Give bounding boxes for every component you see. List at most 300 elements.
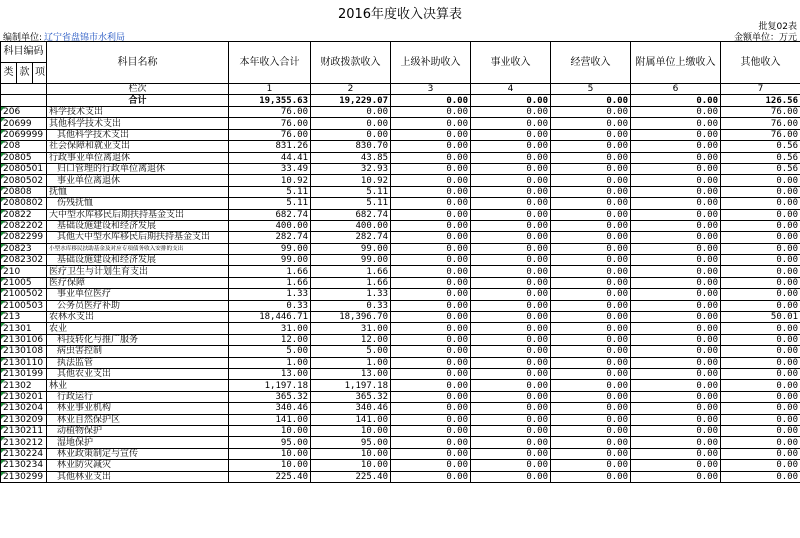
row-value: 0.00 (631, 232, 721, 243)
row-name: 公务员医疗补助 (47, 300, 229, 311)
row-value: 1.00 (229, 357, 311, 368)
row-value: 0.00 (631, 437, 721, 448)
row-name: 基础设施建设和经济发展 (47, 255, 229, 266)
row-name: 林业 (47, 380, 229, 391)
header-code-class: 类 (1, 63, 17, 84)
row-value: 0.00 (391, 129, 471, 140)
row-value: 32.93 (311, 163, 391, 174)
row-value: 0.00 (631, 277, 721, 288)
total-value: 19,355.63 (229, 95, 311, 107)
row-value: 0.00 (471, 243, 551, 254)
row-value: 0.00 (551, 255, 631, 266)
row-value: 0.00 (391, 163, 471, 174)
row-value: 0.00 (721, 391, 800, 402)
row-value: 0.00 (471, 141, 551, 152)
row-value: 44.41 (229, 152, 311, 163)
row-value: 10.00 (311, 425, 391, 436)
row-value: 0.00 (551, 346, 631, 357)
row-value: 33.49 (229, 163, 311, 174)
table-row (1, 220, 800, 231)
row-value: 0.56 (721, 141, 800, 152)
row-value: 0.00 (631, 460, 721, 471)
row-value: 0.00 (471, 209, 551, 220)
row-code: 2100502 (1, 289, 47, 300)
table-row (1, 471, 800, 482)
row-value: 5.00 (229, 346, 311, 357)
row-value: 0.00 (471, 312, 551, 323)
row-value: 0.00 (391, 403, 471, 414)
row-value: 0.00 (551, 107, 631, 118)
row-code: 2130199 (1, 368, 47, 379)
row-value: 831.26 (229, 141, 311, 152)
row-code: 2130234 (1, 460, 47, 471)
row-value: 0.00 (391, 220, 471, 231)
row-value: 0.00 (721, 437, 800, 448)
row-value: 1.33 (311, 289, 391, 300)
report-title: 2016年度收入决算表 (337, 7, 463, 22)
row-value: 12.00 (229, 334, 311, 345)
row-value: 0.00 (551, 357, 631, 368)
row-value: 0.00 (391, 357, 471, 368)
row-name: 行政事业单位离退休 (47, 152, 229, 163)
row-value: 0.00 (471, 368, 551, 379)
row-code: 2130224 (1, 448, 47, 459)
row-code: 206 (1, 107, 47, 118)
row-value: 0.00 (551, 152, 631, 163)
row-value: 0.00 (631, 141, 721, 152)
row-name: 林业事业机构 (47, 403, 229, 414)
row-value: 682.74 (229, 209, 311, 220)
row-name: 其他科学技术支出 (47, 129, 229, 140)
form-code: 批复02表 (758, 22, 797, 32)
row-code: 2130212 (1, 437, 47, 448)
row-name: 林业防灾减灾 (47, 460, 229, 471)
row-value: 0.00 (471, 289, 551, 300)
header-col-4: 事业收入 (471, 42, 551, 84)
total-value: 0.00 (551, 95, 631, 107)
column-number: 5 (551, 84, 631, 95)
row-value: 0.00 (721, 414, 800, 425)
row-value: 0.00 (391, 198, 471, 209)
row-value: 1.33 (229, 289, 311, 300)
table-row (1, 334, 800, 345)
row-value: 0.00 (551, 186, 631, 197)
row-code: 210 (1, 266, 47, 277)
row-value: 0.00 (721, 323, 800, 334)
row-value: 0.00 (631, 220, 721, 231)
row-value: 0.00 (551, 391, 631, 402)
table-row (1, 175, 800, 186)
column-number: 6 (631, 84, 721, 95)
table-row (1, 300, 800, 311)
row-value: 18,396.70 (311, 312, 391, 323)
row-value: 400.00 (229, 220, 311, 231)
row-value: 31.00 (311, 323, 391, 334)
column-number: 3 (391, 84, 471, 95)
table-row (1, 460, 800, 471)
row-code: 2130299 (1, 471, 47, 482)
money-unit: 金额单位：万元 (733, 33, 797, 43)
table-row (1, 129, 800, 140)
table-row (1, 403, 800, 414)
row-code: 2080502 (1, 175, 47, 186)
row-value: 1.00 (311, 357, 391, 368)
header-code-group: 科目编码 (1, 42, 47, 63)
row-value: 0.00 (551, 232, 631, 243)
row-value: 0.00 (471, 334, 551, 345)
row-code: 208 (1, 141, 47, 152)
row-value: 12.00 (311, 334, 391, 345)
row-value: 0.00 (551, 300, 631, 311)
row-value: 0.00 (721, 334, 800, 345)
row-value: 50.01 (721, 312, 800, 323)
row-code: 2130211 (1, 425, 47, 436)
row-value: 0.00 (721, 232, 800, 243)
row-code: 20823 (1, 243, 47, 254)
table-row (1, 277, 800, 288)
column-number: 7 (721, 84, 800, 95)
row-value: 0.00 (721, 368, 800, 379)
revenue-table (0, 41, 800, 483)
table-row (1, 163, 800, 174)
row-value: 0.00 (551, 368, 631, 379)
row-name: 科学技术支出 (47, 107, 229, 118)
row-value: 0.00 (551, 448, 631, 459)
row-value: 5.11 (311, 186, 391, 197)
row-value: 0.00 (631, 380, 721, 391)
row-code: 21005 (1, 277, 47, 288)
row-value: 0.00 (471, 175, 551, 186)
header-name: 科目名称 (47, 42, 229, 84)
total-row (1, 95, 800, 107)
row-value: 0.00 (631, 255, 721, 266)
row-value: 0.00 (721, 471, 800, 482)
row-value: 830.70 (311, 141, 391, 152)
row-value: 400.00 (311, 220, 391, 231)
row-value: 76.00 (229, 118, 311, 129)
row-value: 0.00 (471, 346, 551, 357)
row-name: 病虫害控制 (47, 346, 229, 357)
row-value: 0.00 (551, 403, 631, 414)
row-name: 林业政策制定与宣传 (47, 448, 229, 459)
row-value: 0.00 (471, 391, 551, 402)
compiling-unit-label: 编制单位: (3, 33, 43, 43)
row-value: 0.00 (471, 129, 551, 140)
row-value: 0.00 (311, 118, 391, 129)
row-value: 0.00 (391, 255, 471, 266)
row-code: 2130110 (1, 357, 47, 368)
row-value: 0.00 (721, 357, 800, 368)
row-code: 2130201 (1, 391, 47, 402)
row-value: 0.00 (631, 357, 721, 368)
row-value: 0.00 (391, 391, 471, 402)
row-value: 0.00 (551, 323, 631, 334)
row-name: 伤残抚恤 (47, 198, 229, 209)
table-row (1, 380, 800, 391)
row-value: 10.00 (229, 448, 311, 459)
row-name: 科技转化与推广服务 (47, 334, 229, 345)
row-value: 0.00 (721, 266, 800, 277)
row-value: 0.00 (391, 243, 471, 254)
row-value: 76.00 (229, 129, 311, 140)
row-value: 682.74 (311, 209, 391, 220)
column-number-label: 栏次 (47, 84, 229, 95)
row-value: 0.00 (551, 380, 631, 391)
row-code: 213 (1, 312, 47, 323)
row-value: 0.00 (471, 323, 551, 334)
row-value: 0.00 (391, 368, 471, 379)
row-value: 365.32 (311, 391, 391, 402)
table-row (1, 346, 800, 357)
column-number: 2 (311, 84, 391, 95)
row-value: 0.00 (311, 107, 391, 118)
row-value: 0.00 (471, 471, 551, 482)
row-value: 1.66 (311, 266, 391, 277)
row-value: 0.00 (551, 334, 631, 345)
row-value: 0.00 (391, 437, 471, 448)
row-value: 1,197.18 (311, 380, 391, 391)
row-value: 0.00 (631, 186, 721, 197)
table-row (1, 118, 800, 129)
row-value: 0.00 (721, 425, 800, 436)
row-name: 小型水库移民扶助基金及对应专项债务收入安排的支出 (47, 243, 229, 254)
table-row (1, 437, 800, 448)
row-value: 99.00 (229, 243, 311, 254)
row-value: 0.00 (631, 471, 721, 482)
row-value: 0.00 (551, 243, 631, 254)
row-name: 其他农业支出 (47, 368, 229, 379)
row-code: 2082302 (1, 255, 47, 266)
row-code: 2069999 (1, 129, 47, 140)
row-value: 0.33 (229, 300, 311, 311)
row-value: 0.00 (551, 163, 631, 174)
table-row (1, 425, 800, 436)
row-value: 0.00 (551, 414, 631, 425)
row-value: 13.00 (229, 368, 311, 379)
row-value: 0.00 (721, 277, 800, 288)
row-value: 18,446.71 (229, 312, 311, 323)
row-name: 事业单位医疗 (47, 289, 229, 300)
row-code: 2082299 (1, 232, 47, 243)
row-value: 0.00 (721, 403, 800, 414)
total-value: 19,229.07 (311, 95, 391, 107)
row-code: 2100503 (1, 300, 47, 311)
row-value: 0.00 (551, 266, 631, 277)
row-value: 0.00 (551, 141, 631, 152)
row-value: 0.00 (471, 300, 551, 311)
row-code: 2130209 (1, 414, 47, 425)
row-value: 0.00 (551, 118, 631, 129)
row-code: 20805 (1, 152, 47, 163)
row-value: 0.00 (391, 209, 471, 220)
row-code: 2080802 (1, 198, 47, 209)
table-row (1, 243, 800, 254)
row-code: 20822 (1, 209, 47, 220)
column-number-row (1, 84, 800, 95)
row-code: 2130204 (1, 403, 47, 414)
row-value: 365.32 (229, 391, 311, 402)
row-value: 10.00 (311, 448, 391, 459)
column-number: 4 (471, 84, 551, 95)
row-value: 0.00 (471, 437, 551, 448)
total-value: 0.00 (391, 95, 471, 107)
row-value: 0.00 (631, 118, 721, 129)
row-value: 95.00 (229, 437, 311, 448)
row-name: 执法监管 (47, 357, 229, 368)
row-value: 0.00 (631, 323, 721, 334)
row-value: 0.00 (551, 460, 631, 471)
row-value: 141.00 (311, 414, 391, 425)
row-value: 0.00 (471, 186, 551, 197)
row-value: 0.00 (721, 209, 800, 220)
header-col-3: 上级补助收入 (391, 42, 471, 84)
row-value: 225.40 (311, 471, 391, 482)
row-value: 0.00 (721, 198, 800, 209)
row-value: 0.00 (631, 289, 721, 300)
total-value: 0.00 (631, 95, 721, 107)
compiling-unit-value: 辽宁省盘锦市水利局 (44, 33, 126, 43)
row-value: 0.00 (631, 198, 721, 209)
row-value: 1.66 (229, 277, 311, 288)
row-name: 事业单位离退休 (47, 175, 229, 186)
row-value: 0.00 (551, 289, 631, 300)
row-value: 282.74 (311, 232, 391, 243)
row-name: 其他林业支出 (47, 471, 229, 482)
header-col-5: 经营收入 (551, 42, 631, 84)
row-value: 76.00 (721, 107, 800, 118)
table-row (1, 391, 800, 402)
row-name: 归口管理的行政单位离退休 (47, 163, 229, 174)
table-row (1, 198, 800, 209)
row-value: 76.00 (229, 107, 311, 118)
row-value: 0.00 (551, 175, 631, 186)
row-value: 0.00 (391, 232, 471, 243)
row-value: 0.00 (551, 471, 631, 482)
row-value: 0.00 (391, 460, 471, 471)
row-value: 5.11 (229, 186, 311, 197)
row-value: 0.00 (631, 334, 721, 345)
header-col-6: 附属单位上缴收入 (631, 42, 721, 84)
row-value: 0.00 (391, 334, 471, 345)
row-value: 0.00 (391, 471, 471, 482)
row-code: 2082202 (1, 220, 47, 231)
row-value: 0.00 (721, 346, 800, 357)
row-value: 0.00 (551, 220, 631, 231)
row-name: 医疗卫生与计划生育支出 (47, 266, 229, 277)
row-value: 0.00 (391, 186, 471, 197)
row-value: 0.00 (551, 209, 631, 220)
row-value: 10.92 (311, 175, 391, 186)
row-value: 99.00 (311, 243, 391, 254)
table-row (1, 266, 800, 277)
row-value: 10.00 (311, 460, 391, 471)
row-value: 0.00 (391, 277, 471, 288)
row-value: 0.00 (631, 346, 721, 357)
row-value: 0.00 (551, 425, 631, 436)
row-value: 99.00 (311, 255, 391, 266)
total-label: 合计 (47, 95, 229, 107)
row-value: 0.00 (721, 243, 800, 254)
row-value: 0.00 (721, 448, 800, 459)
header-code-item: 项 (33, 63, 47, 84)
row-name: 行政运行 (47, 391, 229, 402)
row-value: 10.00 (229, 425, 311, 436)
table-row (1, 152, 800, 163)
row-value: 0.00 (391, 312, 471, 323)
row-value: 10.00 (229, 460, 311, 471)
row-name: 医疗保障 (47, 277, 229, 288)
row-value: 0.00 (391, 118, 471, 129)
table-row (1, 448, 800, 459)
row-value: 0.00 (551, 277, 631, 288)
table-row (1, 289, 800, 300)
row-value: 0.00 (391, 448, 471, 459)
table-row (1, 368, 800, 379)
row-value: 0.00 (631, 368, 721, 379)
row-value: 13.00 (311, 368, 391, 379)
row-value: 0.00 (721, 255, 800, 266)
row-name: 基础设施建设和经济发展 (47, 220, 229, 231)
row-value: 31.00 (229, 323, 311, 334)
row-value: 0.56 (721, 152, 800, 163)
row-value: 1.66 (229, 266, 311, 277)
table-row (1, 414, 800, 425)
table-row (1, 255, 800, 266)
row-value: 0.00 (471, 277, 551, 288)
total-value: 126.56 (721, 95, 800, 107)
row-value: 0.00 (391, 107, 471, 118)
row-name: 农林水支出 (47, 312, 229, 323)
row-name: 湿地保护 (47, 437, 229, 448)
row-code: 2080501 (1, 163, 47, 174)
row-value: 0.00 (631, 300, 721, 311)
row-value: 0.00 (551, 312, 631, 323)
row-name: 其他大中型水库移民后期扶持基金支出 (47, 232, 229, 243)
row-value: 0.33 (311, 300, 391, 311)
row-value: 0.00 (631, 266, 721, 277)
row-value: 5.11 (229, 198, 311, 209)
row-value: 0.00 (391, 266, 471, 277)
row-value: 99.00 (229, 255, 311, 266)
row-name: 其他科学技术支出 (47, 118, 229, 129)
row-value: 0.00 (631, 163, 721, 174)
row-value: 141.00 (229, 414, 311, 425)
row-value: 76.00 (721, 118, 800, 129)
table-row (1, 141, 800, 152)
row-value: 43.85 (311, 152, 391, 163)
row-value: 0.00 (391, 425, 471, 436)
row-value: 0.00 (391, 300, 471, 311)
row-name: 林业自然保护区 (47, 414, 229, 425)
row-value: 0.00 (631, 107, 721, 118)
row-value: 0.00 (391, 323, 471, 334)
row-value: 0.00 (391, 175, 471, 186)
row-value: 0.00 (721, 289, 800, 300)
row-value: 0.00 (721, 186, 800, 197)
row-code: 21302 (1, 380, 47, 391)
row-value: 0.00 (631, 312, 721, 323)
row-name: 农业 (47, 323, 229, 334)
row-value: 5.11 (311, 198, 391, 209)
row-value: 0.00 (311, 129, 391, 140)
row-value: 0.00 (631, 152, 721, 163)
row-code: 2130106 (1, 334, 47, 345)
row-value: 282.74 (229, 232, 311, 243)
table-row (1, 312, 800, 323)
row-value: 0.00 (631, 414, 721, 425)
row-value: 0.00 (721, 300, 800, 311)
row-value: 0.00 (721, 220, 800, 231)
